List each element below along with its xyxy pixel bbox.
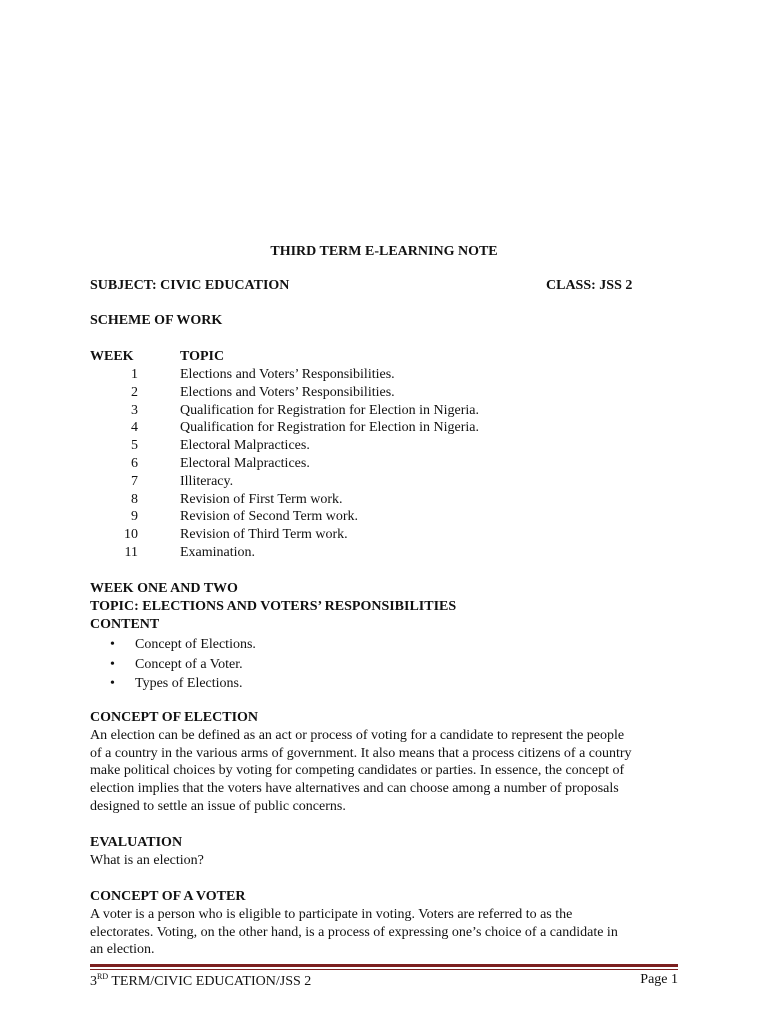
footer-term-text: TERM/CIVIC EDUCATION/JSS 2 [108, 974, 312, 989]
paragraph-line: An election can be defined as an act or process of voting for a candidate to represent the people [90, 727, 625, 743]
bullet-text: Concept of a Voter. [135, 656, 243, 672]
week-number: 10 [124, 527, 138, 543]
list-item [90, 655, 590, 675]
week-one-two-heading: WEEK ONE AND TWO [90, 581, 238, 596]
bullet-text: Types of Elections. [135, 676, 243, 691]
paragraph-line: designed to settle an issue of public concerns. [90, 798, 346, 814]
table-row [90, 491, 590, 509]
footer-rule-thick [90, 964, 678, 967]
table-row [90, 402, 590, 420]
list-item [90, 635, 590, 655]
paragraph-line: of a country in the various arms of government. It also means that a process citizens of a country [90, 745, 632, 761]
concept-of-election-section [90, 709, 680, 816]
page-footer [90, 972, 678, 992]
footer-term-label [90, 972, 311, 990]
week-number: 4 [131, 420, 138, 436]
document-title: THIRD TERM E-LEARNING NOTE [270, 244, 498, 259]
week-number: 1 [131, 367, 138, 382]
list-item [90, 674, 590, 694]
bullet-icon: • [110, 656, 115, 672]
week-number: 3 [131, 402, 138, 418]
evaluation-question: What is an election? [90, 852, 204, 868]
content-bullet-list [90, 635, 590, 694]
table-row [90, 419, 590, 437]
table-row [90, 473, 590, 491]
week-number: 11 [124, 544, 138, 560]
bullet-icon: • [110, 637, 115, 652]
content-label: CONTENT [90, 617, 160, 632]
paragraph-line: A voter is a person who is eligible to participate in voting. Voters are referred to as the [90, 906, 573, 922]
week-topic: Qualification for Registration for Election in Nigeria. [180, 420, 479, 436]
week-topic: Qualification for Registration for Election in Nigeria. [180, 402, 479, 418]
week-number: 7 [131, 473, 138, 489]
week-topic: Elections and Voters’ Responsibilities. [180, 384, 395, 400]
table-row [90, 455, 590, 473]
footer-rule [90, 964, 678, 970]
week-topic: Electoral Malpractices. [180, 438, 310, 454]
term-number: 3 [90, 974, 97, 989]
week-topic: Illiteracy. [180, 473, 234, 489]
class-label: CLASS: JSS 2 [546, 278, 633, 293]
week-number: 8 [131, 491, 138, 507]
table-row [90, 366, 590, 384]
week-number: 5 [131, 438, 138, 454]
paragraph-line: make political choices by voting for competing candidates or parties. In essence, the concept of [90, 763, 625, 779]
topic-heading: TOPIC: ELECTIONS AND VOTERS’ RESPONSIBILITIES [90, 599, 457, 614]
week-topic: Electoral Malpractices. [180, 455, 310, 471]
week-column-header: WEEK [90, 349, 134, 364]
concept-of-election-heading: CONCEPT OF ELECTION [90, 710, 259, 725]
bullet-text: Concept of Elections. [135, 637, 256, 652]
evaluation-section [90, 834, 680, 870]
concept-of-voter-heading: CONCEPT OF A VOTER [90, 889, 246, 904]
table-row [90, 526, 590, 544]
week-topic: Revision of First Term work. [180, 491, 343, 507]
week-one-two-section [90, 580, 680, 634]
bullet-icon: • [110, 676, 115, 691]
scheme-table [90, 366, 590, 562]
week-topic: Revision of Third Term work. [180, 527, 348, 543]
week-topic: Examination. [180, 544, 256, 560]
subject-label: SUBJECT: CIVIC EDUCATION [90, 278, 290, 293]
footer-rule-thin [90, 969, 678, 970]
table-row [90, 544, 590, 562]
week-number: 2 [131, 384, 138, 400]
term-superscript: RD [97, 972, 109, 981]
week-topic: Elections and Voters’ Responsibilities. [180, 367, 395, 382]
paragraph-line: election implies that the voters have alternatives and can choose among a number of proposals [90, 781, 619, 797]
evaluation-heading: EVALUATION [90, 835, 183, 850]
table-row [90, 437, 590, 455]
topic-column-header: TOPIC [180, 349, 225, 364]
paragraph-line: electorates. Voting, on the other hand, is a process of expressing one’s choice of a candidate in [90, 924, 618, 940]
paragraph-line: an election. [90, 942, 155, 958]
concept-of-voter-section [90, 888, 680, 959]
scheme-heading: SCHEME OF WORK [90, 313, 223, 328]
table-row [90, 384, 590, 402]
week-topic: Revision of Second Term work. [180, 509, 359, 525]
week-number: 9 [131, 509, 138, 525]
page-number: Page 1 [640, 972, 678, 987]
week-number: 6 [131, 455, 138, 471]
table-row [90, 508, 590, 526]
